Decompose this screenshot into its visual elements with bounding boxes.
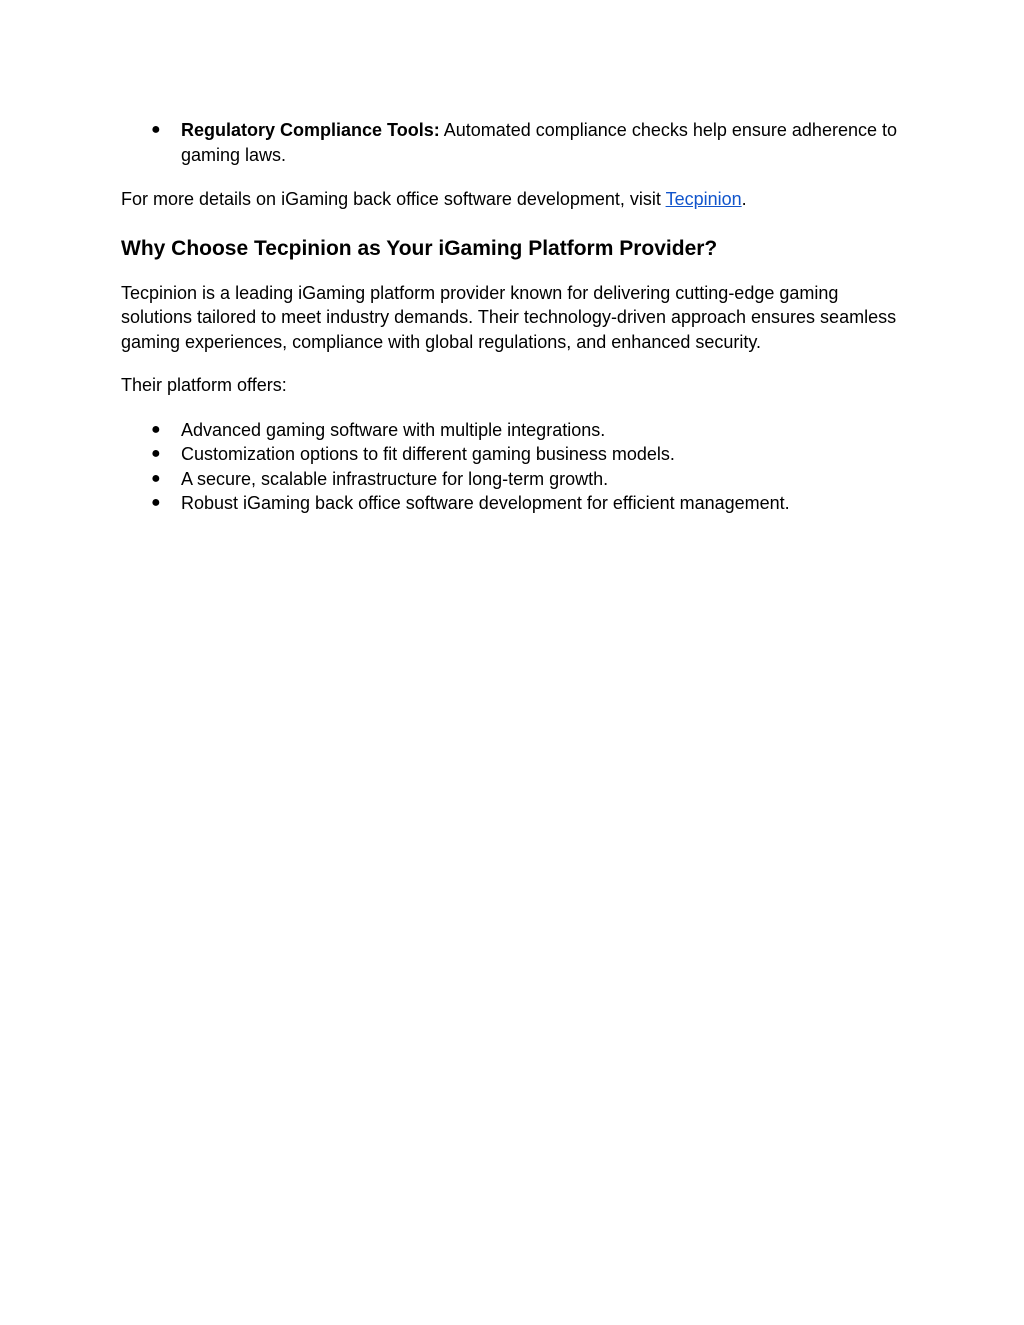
list-item <box>121 467 911 492</box>
details-paragraph <box>121 187 911 212</box>
tecpinion-link[interactable]: Tecpinion <box>665 189 742 209</box>
list-item <box>121 491 911 516</box>
section-heading: Why Choose Tecpinion as Your iGaming Platform Provider? <box>121 236 718 260</box>
bullet-icon: ● <box>151 420 161 438</box>
offer-text: A secure, scalable infrastructure for long-term growth. <box>181 468 609 489</box>
offer-text: Advanced gaming software with multiple integrations. <box>181 419 606 440</box>
offer-text: Robust iGaming back office software development for efficient management. <box>181 493 790 513</box>
bullet-icon: ● <box>151 445 161 462</box>
details-suffix: . <box>741 189 747 209</box>
bullet-icon: ● <box>151 494 161 511</box>
feature-title: Regulatory Compliance Tools: <box>181 120 440 140</box>
intro-paragraph: Tecpinion is a leading iGaming platform provider known for delivering cutting-edge gaming solutions tailored to meet industry demands. Their technology-driven approach ensures seamless gaming experiences, compliance with global regulations, and enhanced security. <box>121 282 897 352</box>
feature-list <box>121 118 911 167</box>
list-item <box>121 118 911 167</box>
offers-list <box>121 418 911 516</box>
feature-description: Automated compliance checks help ensure adherence to gaming laws. <box>181 120 897 165</box>
details-prefix: For more details on iGaming back office software development, visit <box>121 189 666 209</box>
offers-label: Their platform offers: <box>121 375 287 395</box>
list-item <box>121 442 911 467</box>
document-page <box>121 118 911 516</box>
bullet-icon: ● <box>151 121 161 138</box>
bullet-icon: ● <box>151 469 161 487</box>
offer-text: Customization options to fit different gaming business models. <box>181 444 675 464</box>
list-item <box>121 418 911 443</box>
